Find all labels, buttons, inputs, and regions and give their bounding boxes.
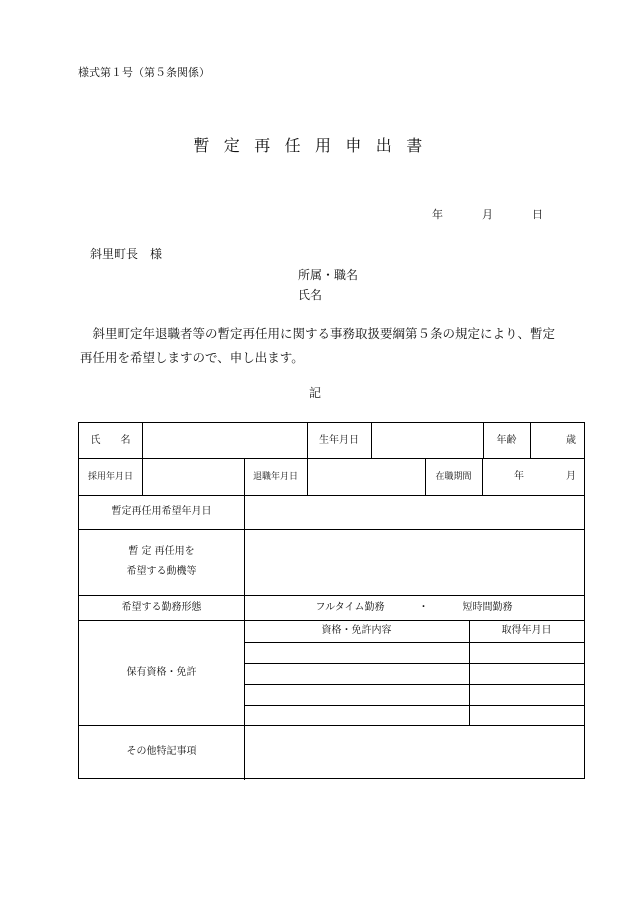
tenure-month-unit: 月	[566, 470, 576, 482]
hire-date-label: 採用年月日	[87, 471, 133, 482]
addressee: 斜里町長 様	[90, 247, 163, 261]
applicant-name-label: 氏名	[298, 288, 323, 302]
date-day-label: 日	[532, 208, 543, 221]
parttime-option[interactable]: 短時間勤務	[462, 601, 513, 613]
retire-date-label: 退職年月日	[252, 471, 298, 482]
retire-date-input[interactable]	[307, 458, 425, 495]
ki-heading: 記	[308, 386, 321, 400]
other-notes-input[interactable]	[244, 725, 584, 779]
body-paragraph: 斜里町定年退職者等の暫定再任用に関する事務取扱要綱第５条の規定により、暫定再任用を希望しますので、申し出ます。	[80, 326, 556, 365]
age-label: 年齢	[496, 434, 517, 446]
row-divider	[244, 705, 584, 706]
name-label: 氏 名	[90, 434, 131, 446]
acquired-date-header: 取得年月日	[501, 625, 552, 636]
desired-date-label: 暫定再任用希望年月日	[111, 506, 212, 517]
hire-date-input[interactable]	[142, 458, 244, 495]
tenure-input[interactable]	[482, 458, 584, 495]
birthdate-label: 生年月日	[319, 434, 359, 446]
row-divider	[244, 684, 584, 685]
work-style-options	[244, 595, 584, 620]
motive-input[interactable]	[244, 529, 584, 595]
option-separator: ・	[418, 601, 429, 613]
tenure-label: 在職期間	[435, 471, 472, 482]
date-month-label: 月	[482, 208, 493, 221]
motive-label: 暫 定 再任用を 希望する動機等	[126, 546, 197, 577]
affiliation-label: 所属・職名	[298, 268, 359, 282]
date-year-label: 年	[432, 208, 443, 221]
name-input[interactable]	[142, 423, 307, 458]
qualifications-label: 保有資格・免許	[126, 666, 197, 678]
row-divider	[244, 663, 584, 664]
age-input[interactable]	[530, 423, 584, 458]
qual-content-header: 資格・免許内容	[321, 625, 392, 636]
row-divider	[244, 642, 584, 643]
document-title: 暫定再任用申出書	[193, 136, 437, 155]
fulltime-option[interactable]: フルタイム勤務	[315, 601, 385, 613]
tenure-year-unit: 年	[514, 470, 524, 482]
work-style-label: 希望する勤務形態	[121, 601, 202, 613]
application-table	[78, 422, 585, 779]
other-notes-label: その他特記事項	[126, 746, 197, 757]
desired-date-input[interactable]	[244, 495, 584, 529]
birthdate-input[interactable]	[371, 423, 483, 458]
form-number: 様式第１号（第５条関係）	[78, 66, 210, 79]
age-unit: 歳	[566, 434, 576, 446]
